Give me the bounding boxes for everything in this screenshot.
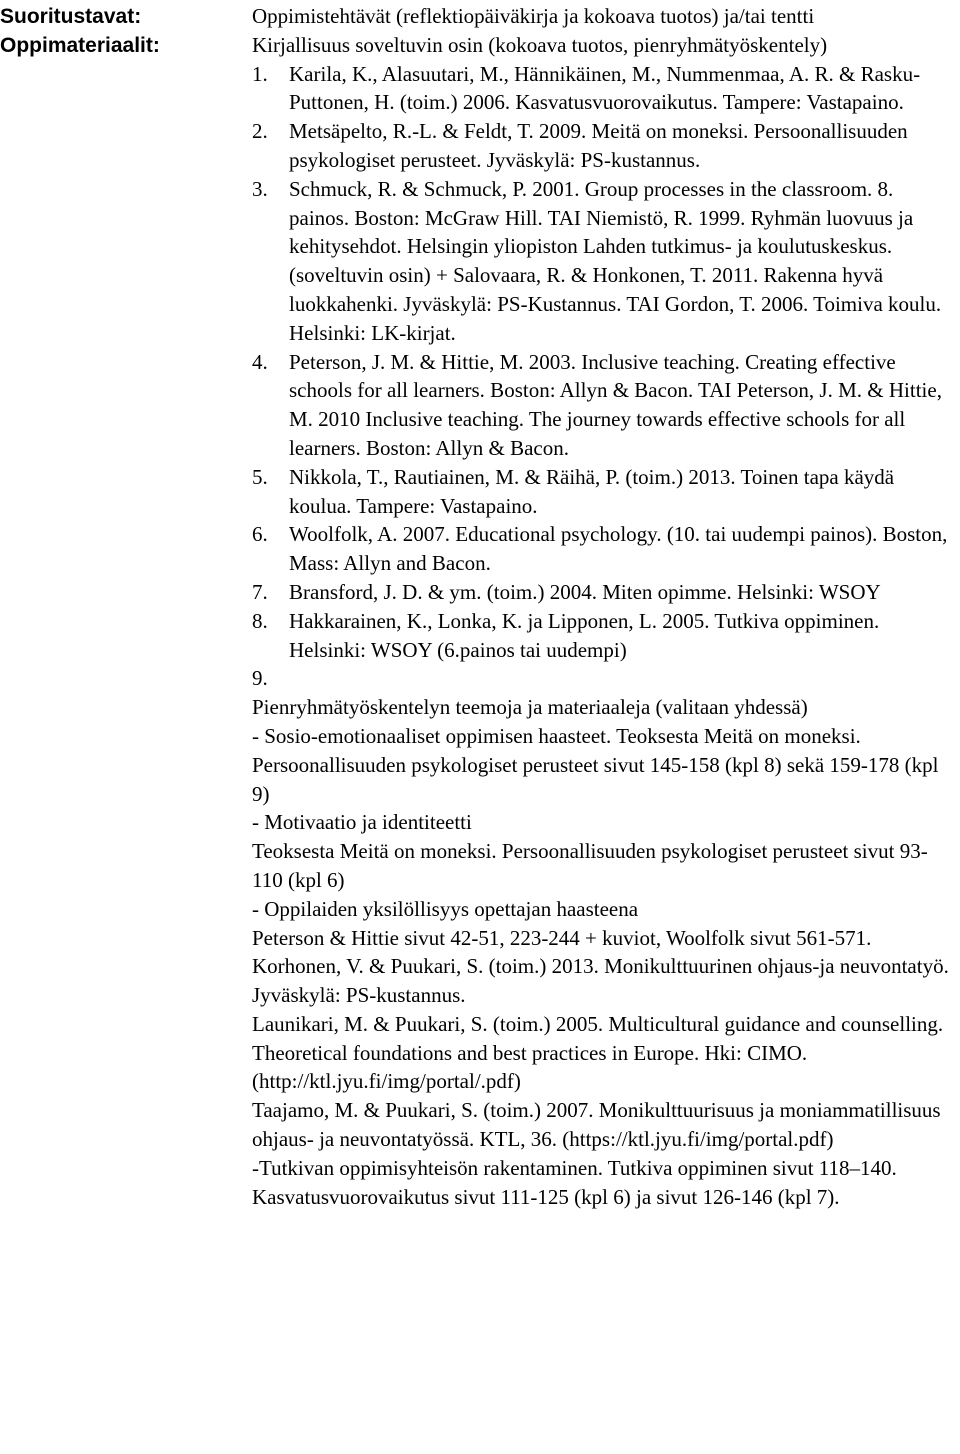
item-9-number: 9. <box>252 666 268 691</box>
item-9-paragraph: -Tutkivan oppimisyhteisön rakentaminen. Tutkiva oppiminen sivut 118–140. <box>252 1155 897 1180</box>
reference-text: Metsäpelto, R.-L. & Feldt, T. 2009. Meitä on moneksi. Persoonallisuuden psykologiset perusteet. Jyväskylä: PS-kustannus. <box>289 119 908 172</box>
item-9-paragraph: Peterson & Hittie sivut 42-51, 223-244 + kuviot, Woolfolk sivut 561-571. <box>252 925 872 950</box>
reference-text: Peterson, J. M. & Hittie, M. 2003. Inclusive teaching. Creating effective schools for all learners. Boston: Allyn & Bacon. TAI Peterson, J. M. & Hittie, M. 2010 Inclusive teaching. The journey towards effective schools for all learners. Boston: Allyn & Bacon. <box>289 349 942 460</box>
reference-number: 7. <box>252 579 268 604</box>
oppimateriaalit-intro: Kirjallisuus soveltuvin osin (kokoava tuotos, pienryhmätyöskentely) <box>252 32 828 57</box>
reference-item <box>252 607 958 665</box>
item-9-paragraph: Teoksesta Meitä on moneksi. Persoonallisuuden psykologiset perusteet sivut 93-110 (kpl 6) <box>252 839 928 892</box>
reference-item <box>252 463 958 521</box>
reference-item <box>252 520 958 578</box>
reference-number: 1. <box>252 61 268 86</box>
item-9-paragraph: Launikari, M. & Puukari, S. (toim.) 2005. Multicultural guidance and counselling. Theoretical foundations and best practices in Europe. Hki: CIMO. (http://ktl.jyu.fi/img/portal/.pdf) <box>252 1011 944 1094</box>
section-labels <box>0 2 250 60</box>
reference-number: 6. <box>252 522 268 547</box>
reference-item <box>252 60 958 118</box>
item-9-paragraph: Kasvatusvuorovaikutus sivut 111-125 (kpl 6) ja sivut 126-146 (kpl 7). <box>252 1184 840 1209</box>
reference-item <box>252 578 958 607</box>
item-9-paragraph: Korhonen, V. & Puukari, S. (toim.) 2013. Monikulttuurinen ohjaus-ja neuvontatyö. Jyväskylä: PS-kustannus. <box>252 954 949 1008</box>
reference-item <box>252 348 958 463</box>
reference-number: 8. <box>252 608 268 633</box>
item-9-paragraph: - Sosio-emotionaaliset oppimisen haasteet. Teoksesta Meitä on moneksi. Persoonallisuuden psykologiset perusteet sivut 145-158 (kpl 8) sekä 159-178 (kpl 9) <box>252 723 939 806</box>
item-9-paragraph: Taajamo, M. & Puukari, S. (toim.) 2007. Monikulttuurisuus ja moniammatillisuus ohjaus- ja neuvontatyössä. KTL, 36. (https://ktl.jyu.fi/img/portal.pdf) <box>252 1098 941 1152</box>
reference-number: 3. <box>252 176 268 201</box>
reference-item <box>252 117 958 175</box>
reference-number: 4. <box>252 349 268 374</box>
item-9-paragraph: - Oppilaiden yksilöllisyys opettajan haasteena <box>252 896 639 921</box>
item-9-section <box>252 664 958 1211</box>
content-column <box>252 2 958 1211</box>
reference-list <box>252 60 958 665</box>
reference-number: 5. <box>252 464 268 489</box>
item-9-paragraph: Pienryhmätyöskentelyn teemoja ja materiaaleja (valitaan yhdessä) <box>252 695 808 720</box>
reference-text: Nikkola, T., Rautiainen, M. & Räihä, P. (toim.) 2013. Toinen tapa käydä koulua. Tampere: Vastapaino. <box>289 464 895 518</box>
reference-number: 2. <box>252 119 268 144</box>
oppimateriaalit-label: Oppimateriaalit: <box>0 34 160 57</box>
item-9-paragraph: - Motivaatio ja identiteetti <box>252 810 472 835</box>
suoritustavat-text: Oppimistehtävät (reflektiopäiväkirja ja kokoava tuotos) ja/tai tentti <box>252 4 815 28</box>
reference-text: Hakkarainen, K., Lonka, K. ja Lipponen, L. 2005. Tutkiva oppiminen. Helsinki: WSOY (6.painos tai uudempi) <box>289 608 880 662</box>
reference-text: Bransford, J. D. & ym. (toim.) 2004. Miten opimme. Helsinki: WSOY <box>289 579 881 604</box>
reference-text: Woolfolk, A. 2007. Educational psychology. (10. tai uudempi painos). Boston, Mass: Allyn and Bacon. <box>289 522 948 576</box>
reference-text: Schmuck, R. & Schmuck, P. 2001. Group processes in the classroom. 8. painos. Boston: McGraw Hill. TAI Niemistö, R. 1999. Ryhmän luovuus ja kehitysehdot. Helsingin yliopiston Lahden tutkimus- ja koulutuskeskus. (soveltuvin osin) + Salovaara, R. & Honkonen, T. 2011. Rakenna hyvä luokkahenki. Jyväskylä: PS-Kustannus. TAI Gordon, T. 2006. Toimiva koulu. Helsinki: LK-kirjat. <box>289 176 942 345</box>
reference-text: Karila, K., Alasuutari, M., Hännikäinen, M., Nummenmaa, A. R. & Rasku-Puttonen, H. (toim.) 2006. Kasvatusvuorovaikutus. Tampere: Vastapaino. <box>289 61 921 115</box>
reference-item <box>252 175 958 348</box>
suoritustavat-label: Suoritustavat: <box>0 5 142 28</box>
